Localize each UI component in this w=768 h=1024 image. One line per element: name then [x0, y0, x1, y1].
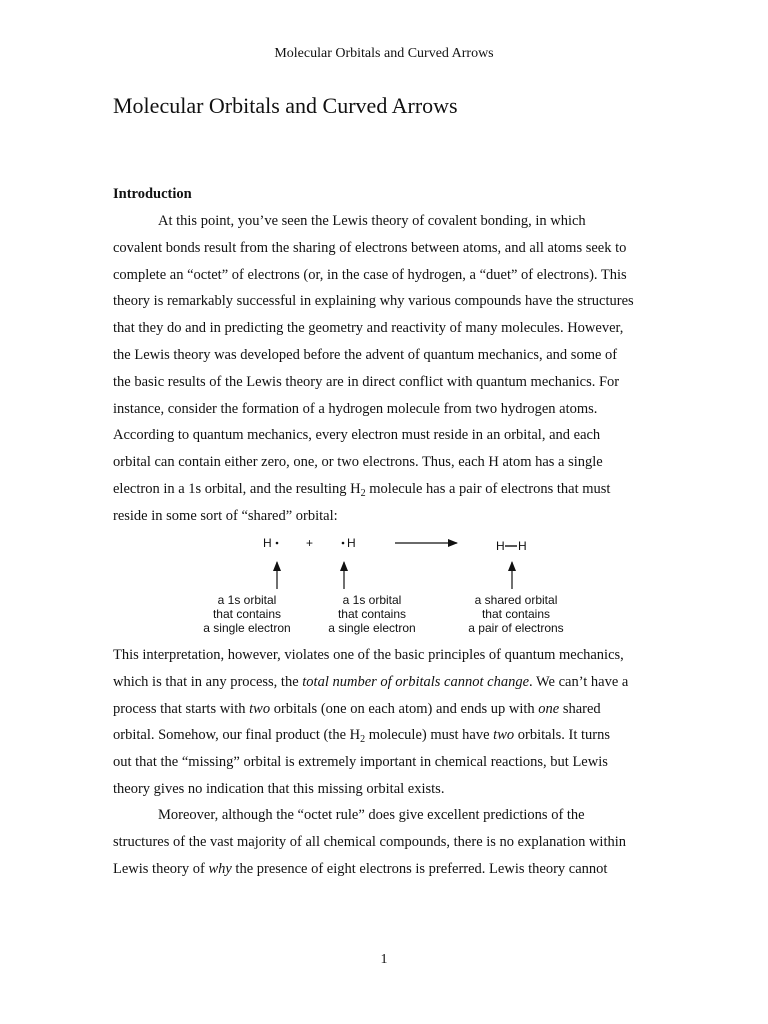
paragraph-line: the Lewis theory was developed before the advent of quantum mechanics, and some of — [113, 346, 618, 363]
paragraph-line: This interpretation, however, violates one of the basic principles of quantum mechanics, — [113, 647, 624, 663]
product-atom-b: H — [518, 539, 527, 553]
emphasis: why — [208, 860, 232, 877]
subscript: 2 — [360, 734, 366, 746]
caption-right: a shared orbital that contains a pair of electrons — [468, 593, 564, 635]
paragraph-line: theory is remarkably successful in explaining why various compounds have the structures — [113, 293, 634, 310]
paragraph-line: Moreover, although the “octet rule” does give excellent predictions of the — [158, 807, 585, 823]
emphasis: total number of orbitals cannot change — [302, 673, 530, 690]
paragraph-line: orbital can contain either zero, one, or two electrons. Thus, each H atom has a single — [113, 454, 603, 471]
paragraph-octet-rule — [113, 802, 658, 882]
paragraph-line: reside in some sort of “shared” orbital: — [113, 507, 338, 524]
paragraph-line: electron in a 1s orbital, and the resulting $H_2$ molecule has a pair of electrons that must — [113, 480, 611, 499]
radical-electron-right — [342, 542, 345, 545]
running-header: Molecular Orbitals and Curved Arrows — [274, 46, 494, 61]
paragraph-line: covalent bonds result from the sharing of electrons between atoms, and all atoms seek to — [113, 239, 627, 256]
caption-middle: a 1s orbital that contains a single electron — [328, 593, 416, 635]
page-number: 1 — [380, 952, 388, 967]
plus-sign: + — [306, 536, 314, 550]
paragraph-line: Lewis theory of why the presence of eight electrons is preferred. Lewis theory cannot — [113, 860, 608, 877]
paragraph-intro — [113, 208, 658, 530]
section-heading-introduction: Introduction — [113, 186, 192, 202]
paragraph-line: complete an “octet” of electrons (or, in the case of hydrogen, a “duet” of electrons). This — [113, 266, 627, 283]
paragraph-line: out that the “missing” orbital is extremely important in chemical reactions, but Lewis — [113, 754, 608, 771]
paragraph-line: theory gives no indication that this missing orbital exists. — [113, 780, 445, 797]
emphasis: two — [249, 700, 271, 717]
paragraph-line: process that starts with two orbitals (one on each atom) and ends up with one shared — [113, 700, 601, 717]
hydrogen-formation-diagram — [0, 530, 768, 640]
paragraph-line: that they do and in predicting the geometry and reactivity of many molecules. However, — [113, 320, 624, 337]
emphasis: one — [538, 700, 560, 717]
paragraph-line: orbital. Somehow, our final product (the $H_2$ molecule) must have two orbitals. It turns — [113, 727, 610, 746]
paragraph-line: At this point, you’ve seen the Lewis theory of covalent bonding, in which — [158, 213, 586, 229]
paragraph-line: structures of the vast majority of all chemical compounds, there is no explanation within — [113, 833, 627, 850]
emphasis: two — [493, 727, 515, 744]
hydrogen-atom-left: H — [263, 536, 272, 550]
paragraph-line: the basic results of the Lewis theory are in direct conflict with quantum mechanics. For — [113, 373, 620, 390]
paragraph-line: instance, consider the formation of a hydrogen molecule from two hydrogen atoms. — [113, 400, 598, 417]
product-atom-a: H — [496, 539, 505, 553]
paragraph-interpretation — [113, 642, 658, 803]
caption-left: a 1s orbital that contains a single electron — [203, 593, 291, 635]
document-title: Molecular Orbitals and Curved Arrows — [113, 93, 458, 118]
subscript: 2 — [360, 487, 366, 499]
radical-electron-left — [276, 542, 279, 545]
paragraph-line: According to quantum mechanics, every electron must reside in an orbital, and each — [113, 427, 601, 444]
hydrogen-atom-right: H — [347, 536, 356, 550]
paragraph-line: which is that in any process, the total number of orbitals cannot change. We can’t have a — [113, 673, 629, 690]
